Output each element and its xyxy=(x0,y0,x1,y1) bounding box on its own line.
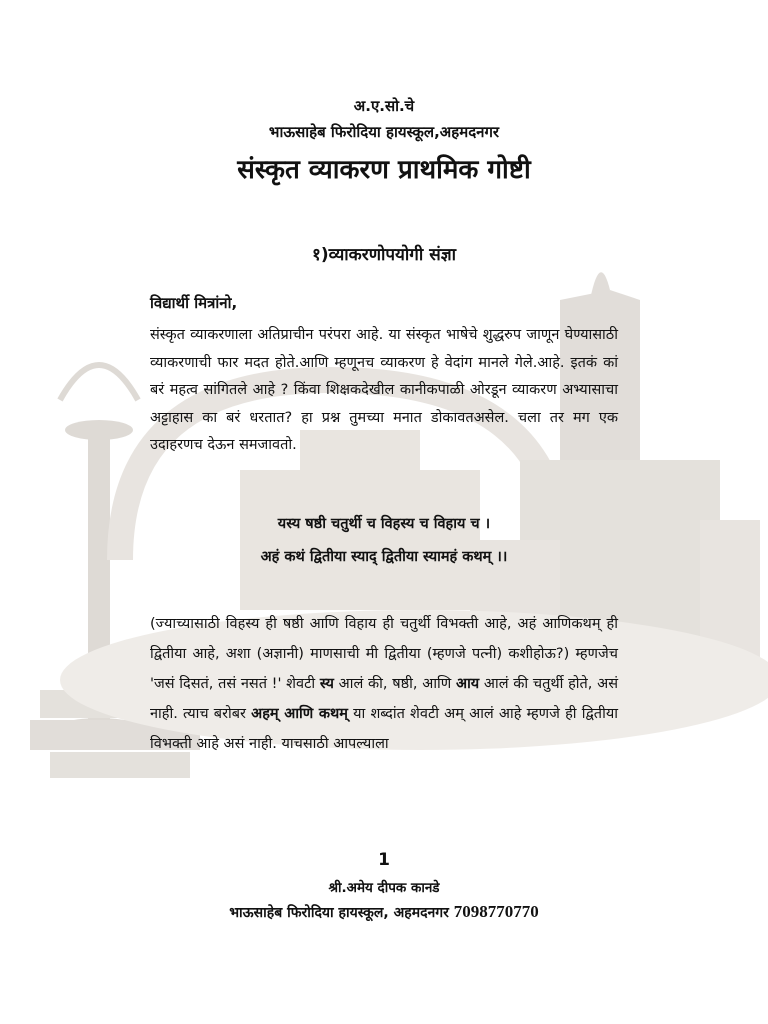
explanation-text: (ज्याच्यासाठी विहस्य ही षष्ठी आणि विहाय ही चतुर्थी विभक्ती आहे, अहं आणिकथम् ही द्वितीया आहे, अशा (अज्ञानी) माणसाची मी द्वितीया (म्हणजे पत्नी) कशीहोऊ?) म्हणजेच 'जसं दिसतं, तसं नसतं !' शेवटी xyxy=(150,616,618,692)
organization-name: अ.ए.सो.चे xyxy=(353,97,415,115)
footer-school: भाऊसाहेब फिरोदिया हायस्कूल, अहमदनगर xyxy=(229,905,454,921)
emphasis-aham-katham: अहम् आणि कथम् xyxy=(251,706,348,722)
explanation-paragraph xyxy=(150,609,618,759)
verse-line-1: यस्य षष्ठी चतुर्थी च विहस्य च विहाय च । xyxy=(277,516,491,532)
page-number: 1 xyxy=(378,850,390,870)
verse-line-2: अहं कथं द्वितीया स्याद् द्वितीया स्यामहं कथम् ।। xyxy=(260,549,508,565)
footer-contact xyxy=(0,902,768,922)
greeting: विद्यार्थी मित्रांनो, xyxy=(150,294,238,312)
explanation-text: या शब्दांत शेवटी अम् आलं आहे म्हणजे ही द्वितीया विभक्ती आहे असं नाही. याचसाठी आपल्याला xyxy=(150,706,618,752)
author-name: श्री.अमेय दीपक कानडे xyxy=(328,880,440,896)
intro-paragraph: संस्कृत व्याकरणाला अतिप्राचीन परंपरा आहे. या संस्कृत भाषेचे शुद्धरुप जाणून घेण्यासाठी व्याकरणाची फार मदत होते.आणि म्हणूनच व्याकरण हे वेदांग मानले गेले.आहे. इतकं कां बरं महत्व सांगितले आहे ? किंवा शिक्षकदेखील कानीकपाळी ओरडून व्याकरण अभ्यासाचा अट्टाहास का बरं धरतात? हा प्रश्न तुमच्या मनात डोकावतअसेल. चला तर मग एक उदाहरणच देऊन समजावतो. xyxy=(150,327,618,453)
explanation-text: आलं की, षष्ठी, आणि xyxy=(333,676,456,692)
emphasis-sya: स्य xyxy=(319,676,334,692)
chapter-heading: १)व्याकरणोपयोगी संज्ञा xyxy=(312,245,456,265)
emphasis-aya: आय xyxy=(455,676,480,692)
phone-number: 7098770770 xyxy=(453,902,539,921)
document-title: संस्कृत व्याकरण प्राथमिक गोष्टी xyxy=(237,155,531,185)
explanation-text: आलं की चतुर्थी होते, असं नाही. त्याच बरोबर xyxy=(150,676,618,722)
school-name: भाऊसाहेब फिरोदिया हायस्कूल,अहमदनगर xyxy=(268,123,500,141)
